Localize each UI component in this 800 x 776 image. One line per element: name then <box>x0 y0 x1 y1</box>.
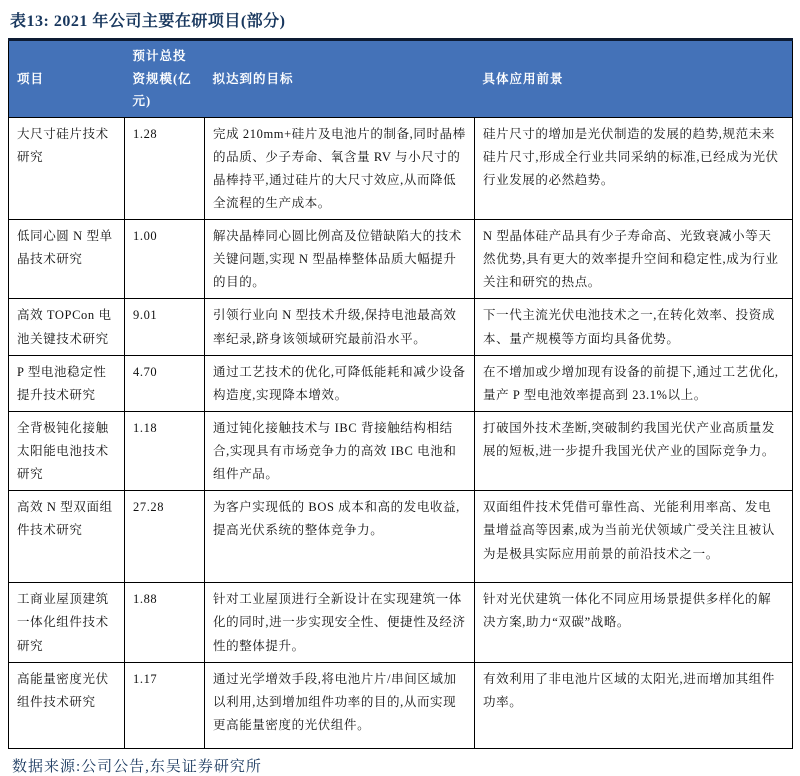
prospect-cell: N 型晶体硅产品具有少子寿命高、光致衰减小等天然优势,具有更大的效率提升空间和稳定性,成为行业关注和研究的热点。 <box>475 220 793 299</box>
table-row <box>9 411 793 490</box>
investment-cell: 4.70 <box>125 355 205 411</box>
prospect-cell: 打破国外技术垄断,突破制约我国光伏产业高质量发展的短板,进一步提升我国光伏产业的国际竞争力。 <box>475 411 793 490</box>
investment-cell: 1.18 <box>125 411 205 490</box>
investment-cell: 1.88 <box>125 583 205 662</box>
prospect-cell: 双面组件技术凭借可靠性高、光能利用率高、发电量增益高等因素,成为当前光伏领域广受关注且被认为是极具实际应用前景的前沿技术之一。 <box>475 491 793 583</box>
table-row <box>9 299 793 355</box>
project-cell: 大尺寸硅片技术研究 <box>9 117 125 220</box>
goal-cell: 通过工艺技术的优化,可降低能耗和减少设备构造度,实现降本增效。 <box>205 355 475 411</box>
prospect-cell: 硅片尺寸的增加是光伏制造的发展的趋势,规范未来硅片尺寸,形成全行业共同采纳的标准,已经成为光伏行业发展的必然趋势。 <box>475 117 793 220</box>
investment-cell: 27.28 <box>125 491 205 583</box>
table-row <box>9 220 793 299</box>
investment-cell: 1.17 <box>125 662 205 748</box>
project-cell: 高效 N 型双面组件技术研究 <box>9 491 125 583</box>
project-cell: 工商业屋顶建筑一体化组件技术研究 <box>9 583 125 662</box>
goal-cell: 完成 210mm+硅片及电池片的制备,同时晶棒的品质、少子寿命、氧含量 RV 与小尺寸的晶棒持平,通过硅片的大尺寸效应,从而降低全流程的生产成本。 <box>205 117 475 220</box>
goal-cell: 通过光学增效手段,将电池片片/串间区域加以利用,达到增加组件功率的目的,从而实现更高能量密度的光伏组件。 <box>205 662 475 748</box>
prospect-cell: 在不增加或少增加现有设备的前提下,通过工艺优化,量产 P 型电池效率提高到 23.1%以上。 <box>475 355 793 411</box>
project-cell: 高效 TOPCon 电池关键技术研究 <box>9 299 125 355</box>
project-cell: P 型电池稳定性提升技术研究 <box>9 355 125 411</box>
prospect-cell: 针对光伏建筑一体化不同应用场景提供多样化的解决方案,助力“双碳”战略。 <box>475 583 793 662</box>
goal-cell: 针对工业屋顶进行全新设计在实现建筑一体化的同时,进一步实现安全性、便捷性及经济性的整体提升。 <box>205 583 475 662</box>
project-cell: 低同心圆 N 型单晶技术研究 <box>9 220 125 299</box>
investment-cell: 1.00 <box>125 220 205 299</box>
table-row <box>9 117 793 220</box>
table-title: 表13: 2021 年公司主要在研项目(部分) <box>10 13 286 30</box>
table-row <box>9 583 793 662</box>
goal-cell: 通过钝化接触技术与 IBC 背接触结构相结合,实现具有市场竞争力的高效 IBC 电池和组件产品。 <box>205 411 475 490</box>
data-source-note: 数据来源:公司公告,东吴证券研究所 <box>12 758 262 775</box>
column-header-investment: 预计总投资规模(亿元) <box>125 40 205 118</box>
prospect-cell: 下一代主流光伏电池技术之一,在转化效率、投资成本、量产规模等方面均具备优势。 <box>475 299 793 355</box>
table-row <box>9 662 793 748</box>
table-row <box>9 355 793 411</box>
goal-cell: 解决晶棒同心圆比例高及位错缺陷大的技术关键问题,实现 N 型晶棒整体品质大幅提升的目的。 <box>205 220 475 299</box>
table-header-row <box>9 40 793 118</box>
investment-cell: 9.01 <box>125 299 205 355</box>
column-header-project: 项目 <box>9 40 125 118</box>
table-row <box>9 491 793 583</box>
column-header-prospect: 具体应用前景 <box>475 40 793 118</box>
column-header-goal: 拟达到的目标 <box>205 40 475 118</box>
prospect-cell: 有效利用了非电池片区域的太阳光,进而增加其组件功率。 <box>475 662 793 748</box>
rd-projects-table <box>8 38 793 749</box>
project-cell: 全背极钝化接触太阳能电池技术研究 <box>9 411 125 490</box>
goal-cell: 引领行业向 N 型技术升级,保持电池最高效率纪录,跻身该领域研究最前沿水平。 <box>205 299 475 355</box>
project-cell: 高能量密度光伏组件技术研究 <box>9 662 125 748</box>
investment-cell: 1.28 <box>125 117 205 220</box>
goal-cell: 为客户实现低的 BOS 成本和高的发电收益,提高光伏系统的整体竞争力。 <box>205 491 475 583</box>
